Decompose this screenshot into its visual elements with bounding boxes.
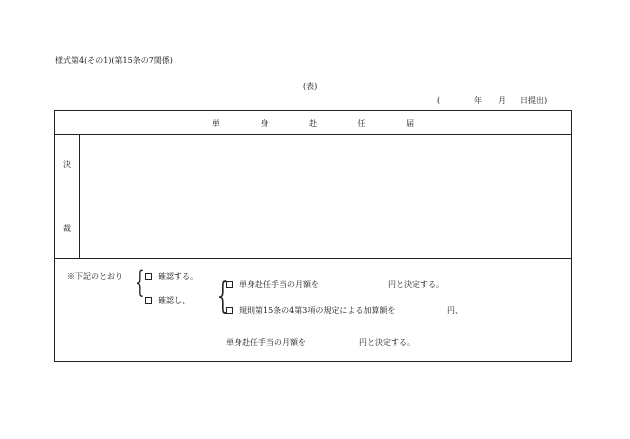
title-char: 赴 [309,119,317,128]
title-char: 単 [211,119,220,128]
option-confirm-label: 確認する。 [158,272,198,281]
confirm-checkbox[interactable] [145,273,152,280]
option-confirm[interactable] [145,273,198,281]
title-char: 身 [260,119,269,128]
sub-option-addition-end: 円、 [447,306,463,315]
form-title [55,118,571,129]
addition-checkbox[interactable] [226,307,233,314]
option-confirm-partial-label: 確認し、 [158,296,190,305]
decision-label-bottom: 裁 [63,224,71,233]
option-confirm-partial[interactable] [145,297,190,305]
decision-label-top: 決 [63,160,71,169]
form-number: 様式第4(その1)(第15条の7関係) [55,56,173,65]
note-as-follows: ※下記のとおり [67,272,123,281]
date-open-paren: ( [437,96,441,105]
face-side-label: (表) [303,82,318,91]
title-char: 届 [406,119,415,128]
confirm-partial-checkbox[interactable] [145,297,152,304]
right-brace: { [217,276,229,317]
date-year-label: 年 [474,96,482,105]
title-char: 任 [357,119,366,128]
final-monthly-line: 単身赴任手当の月額を [226,338,306,347]
left-brace: { [135,265,145,300]
sub-option-monthly-label: 単身赴任手当の月額を [239,280,319,289]
date-month-label: 月 [498,96,506,105]
form-frame [54,110,572,362]
decision-stamp-area[interactable] [80,135,572,258]
monthly-checkbox[interactable] [226,281,233,288]
sub-option-monthly[interactable] [226,281,319,289]
sub-option-addition-label: 規則第15条の4第3項の規定による加算額を [239,306,396,315]
decision-divider [55,258,571,259]
final-monthly-line-end: 円と決定する。 [359,338,415,347]
sub-option-monthly-end: 円と決定する。 [388,280,444,289]
sub-option-addition[interactable] [226,307,395,315]
date-day-submitted-label: 日提出) [520,96,548,105]
